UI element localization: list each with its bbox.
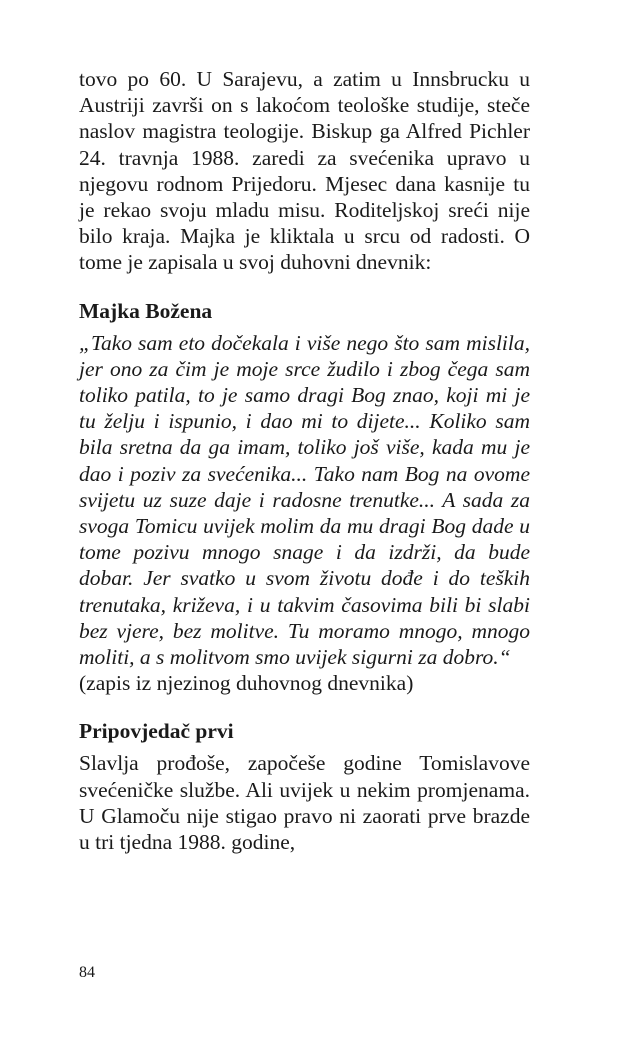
diary-quote: „Tako sam eto dočekala i više nego što sam mislila, jer ono za čim je moje srce žudilo i zbog čega sam toliko patila, to je samo dragi Bog znao, koji mi je tu želju i ispunio, i dao mi to dijete... Koliko sam bila sretna da ga imam, toliko još više, kada mu je dao i poziv za svećenika... Tako nam Bog na ovome svijetu uz suze daje i radosne trenutke... A sada za svoga Tomicu uvijek molim da mu dragi Bog dade u tome pozivu mnogo snage i da izdrži, da bude dobar. Jer svatko u svom životu dođe i do teških trenutaka, križeva, i u takvim časovima bili bi slabi bez vjere, bez molitve. Tu moramo mnogo, mnogo moliti, a s molitvom smo uvijek sigurni za dobro.“ bbox=[79, 330, 530, 670]
quote-source: (zapis iz njezinog duhovnog dnevnika) bbox=[79, 671, 414, 696]
page-number: 84 bbox=[79, 964, 95, 981]
page-body bbox=[79, 66, 530, 855]
body-paragraph: Slavlja prođoše, započeše godine Tomislavove svećeničke službe. Ali uvijek u nekim promjenama. U Glamoču nije stigao pravo ni zaorati prve brazde u tri tjedna 1988. godine, bbox=[79, 751, 530, 855]
section-heading: Pripovjedač prvi bbox=[79, 719, 234, 744]
section-heading: Majka Božena bbox=[79, 298, 213, 323]
body-paragraph: tovo po 60. U Sarajevu, a zatim u Innsbrucku u Austriji završi on s lakoćom teološke studije, steče naslov magistra teologije. Biskup ga Alfred Pichler 24. travnja 1988. zaredi za svećenika upravo u njegovu rodnom Prijedoru. Mjesec dana kasnije tu je rekao svoju mladu misu. Roditeljskoj sreći nije bilo kraja. Majka je kliktala u srcu od radosti. O tome je zapisala u svoj duhovni dnevnik: bbox=[79, 67, 530, 275]
